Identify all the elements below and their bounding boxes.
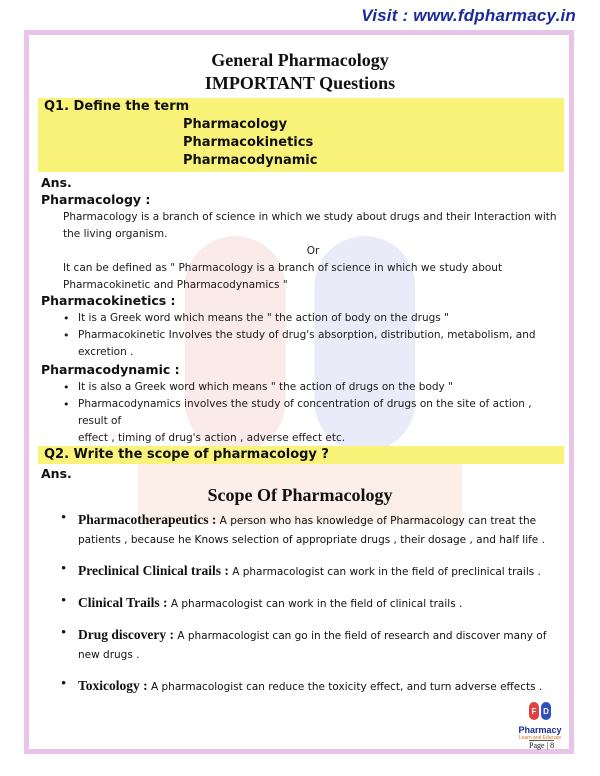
scope-item-drug-discovery: • Drug discovery : A pharmacologist can go in the field of research and discover many of new drugs . [78, 626, 554, 664]
q1-term-1: Pharmacology [183, 117, 288, 132]
pharmacokinetics-list [78, 310, 564, 361]
scope-list [78, 511, 554, 709]
scope-item-clinical: • Clinical Trails : A pharmacologist can work in the field of clinical trails . [78, 594, 554, 613]
q2-band [38, 446, 564, 464]
page-title-line1: General Pharmacology [211, 50, 389, 70]
or-separator: Or [306, 245, 320, 257]
logo-brand: Pharmacy [518, 725, 562, 735]
pharmacology-def-line2: the living organism. [63, 228, 168, 240]
list-item: • It is a Greek word which means the " the action of body on the drugs " [78, 310, 564, 327]
list-item: • Pharmacodynamics involves the study of concentration of drugs on the site of action , result of effect , timing of drug's action , adverse effect etc. [78, 396, 564, 447]
q1-ans-label: Ans. [41, 175, 72, 190]
q1-question: Q1. Define the term [44, 99, 190, 114]
pharmacy-logo-icon [527, 700, 553, 722]
pharmacokinetics-heading: Pharmacokinetics : [41, 293, 176, 308]
page-number: Page | 8 [529, 741, 555, 750]
pharmacology-alt-line1: It can be defined as " Pharmacology is a branch of science in which we study about [63, 262, 503, 274]
logo-tagline: Learn and Educate [518, 735, 562, 741]
scope-title: Scope Of Pharmacology [207, 485, 393, 505]
list-item: • It is also a Greek word which means " the action of drugs on the body " [78, 379, 564, 396]
q1-band [38, 98, 564, 172]
scope-item-preclinical: • Preclinical Clinical trails : A pharmacologist can work in the field of preclinical trails . [78, 562, 554, 581]
q2-question: Q2. Write the scope of pharmacology ? [44, 447, 329, 462]
pharmacology-definition [63, 209, 563, 294]
q1-term-3: Pharmacodynamic [183, 153, 318, 168]
pharmacodynamic-heading: Pharmacodynamic : [41, 362, 180, 377]
scope-item-toxicology: • Toxicology : A pharmacologist can reduce the toxicity effect, and turn adverse effects . [78, 677, 554, 696]
website-url[interactable]: Visit : www.fdpharmacy.in [361, 6, 576, 25]
page-title-line2: IMPORTANT Questions [204, 73, 396, 93]
scope-item-pharmacotherapeutics: • Pharmacotherapeutics : A person who has knowledge of Pharmacology can treat the patients , because he Knows selection of appropriate drugs , their dosage , and half life . [78, 511, 554, 549]
pharmacology-heading: Pharmacology : [41, 192, 151, 207]
list-item: • Pharmacokinetic Involves the study of drug's absorption, distribution, metabolism, and excretion . [78, 327, 564, 361]
svg-text:F: F [531, 707, 537, 716]
q2-ans-label: Ans. [41, 466, 72, 481]
q1-term-2: Pharmacokinetics [183, 135, 314, 150]
pharmacology-def-line1: Pharmacology is a branch of science in which we study about drugs and their Interaction with [63, 211, 557, 223]
svg-text:D: D [543, 707, 549, 716]
pharmacology-alt-line2: Pharmacokinetic and Pharmacodynamics " [63, 279, 288, 291]
pharmacodynamic-list [78, 379, 564, 447]
